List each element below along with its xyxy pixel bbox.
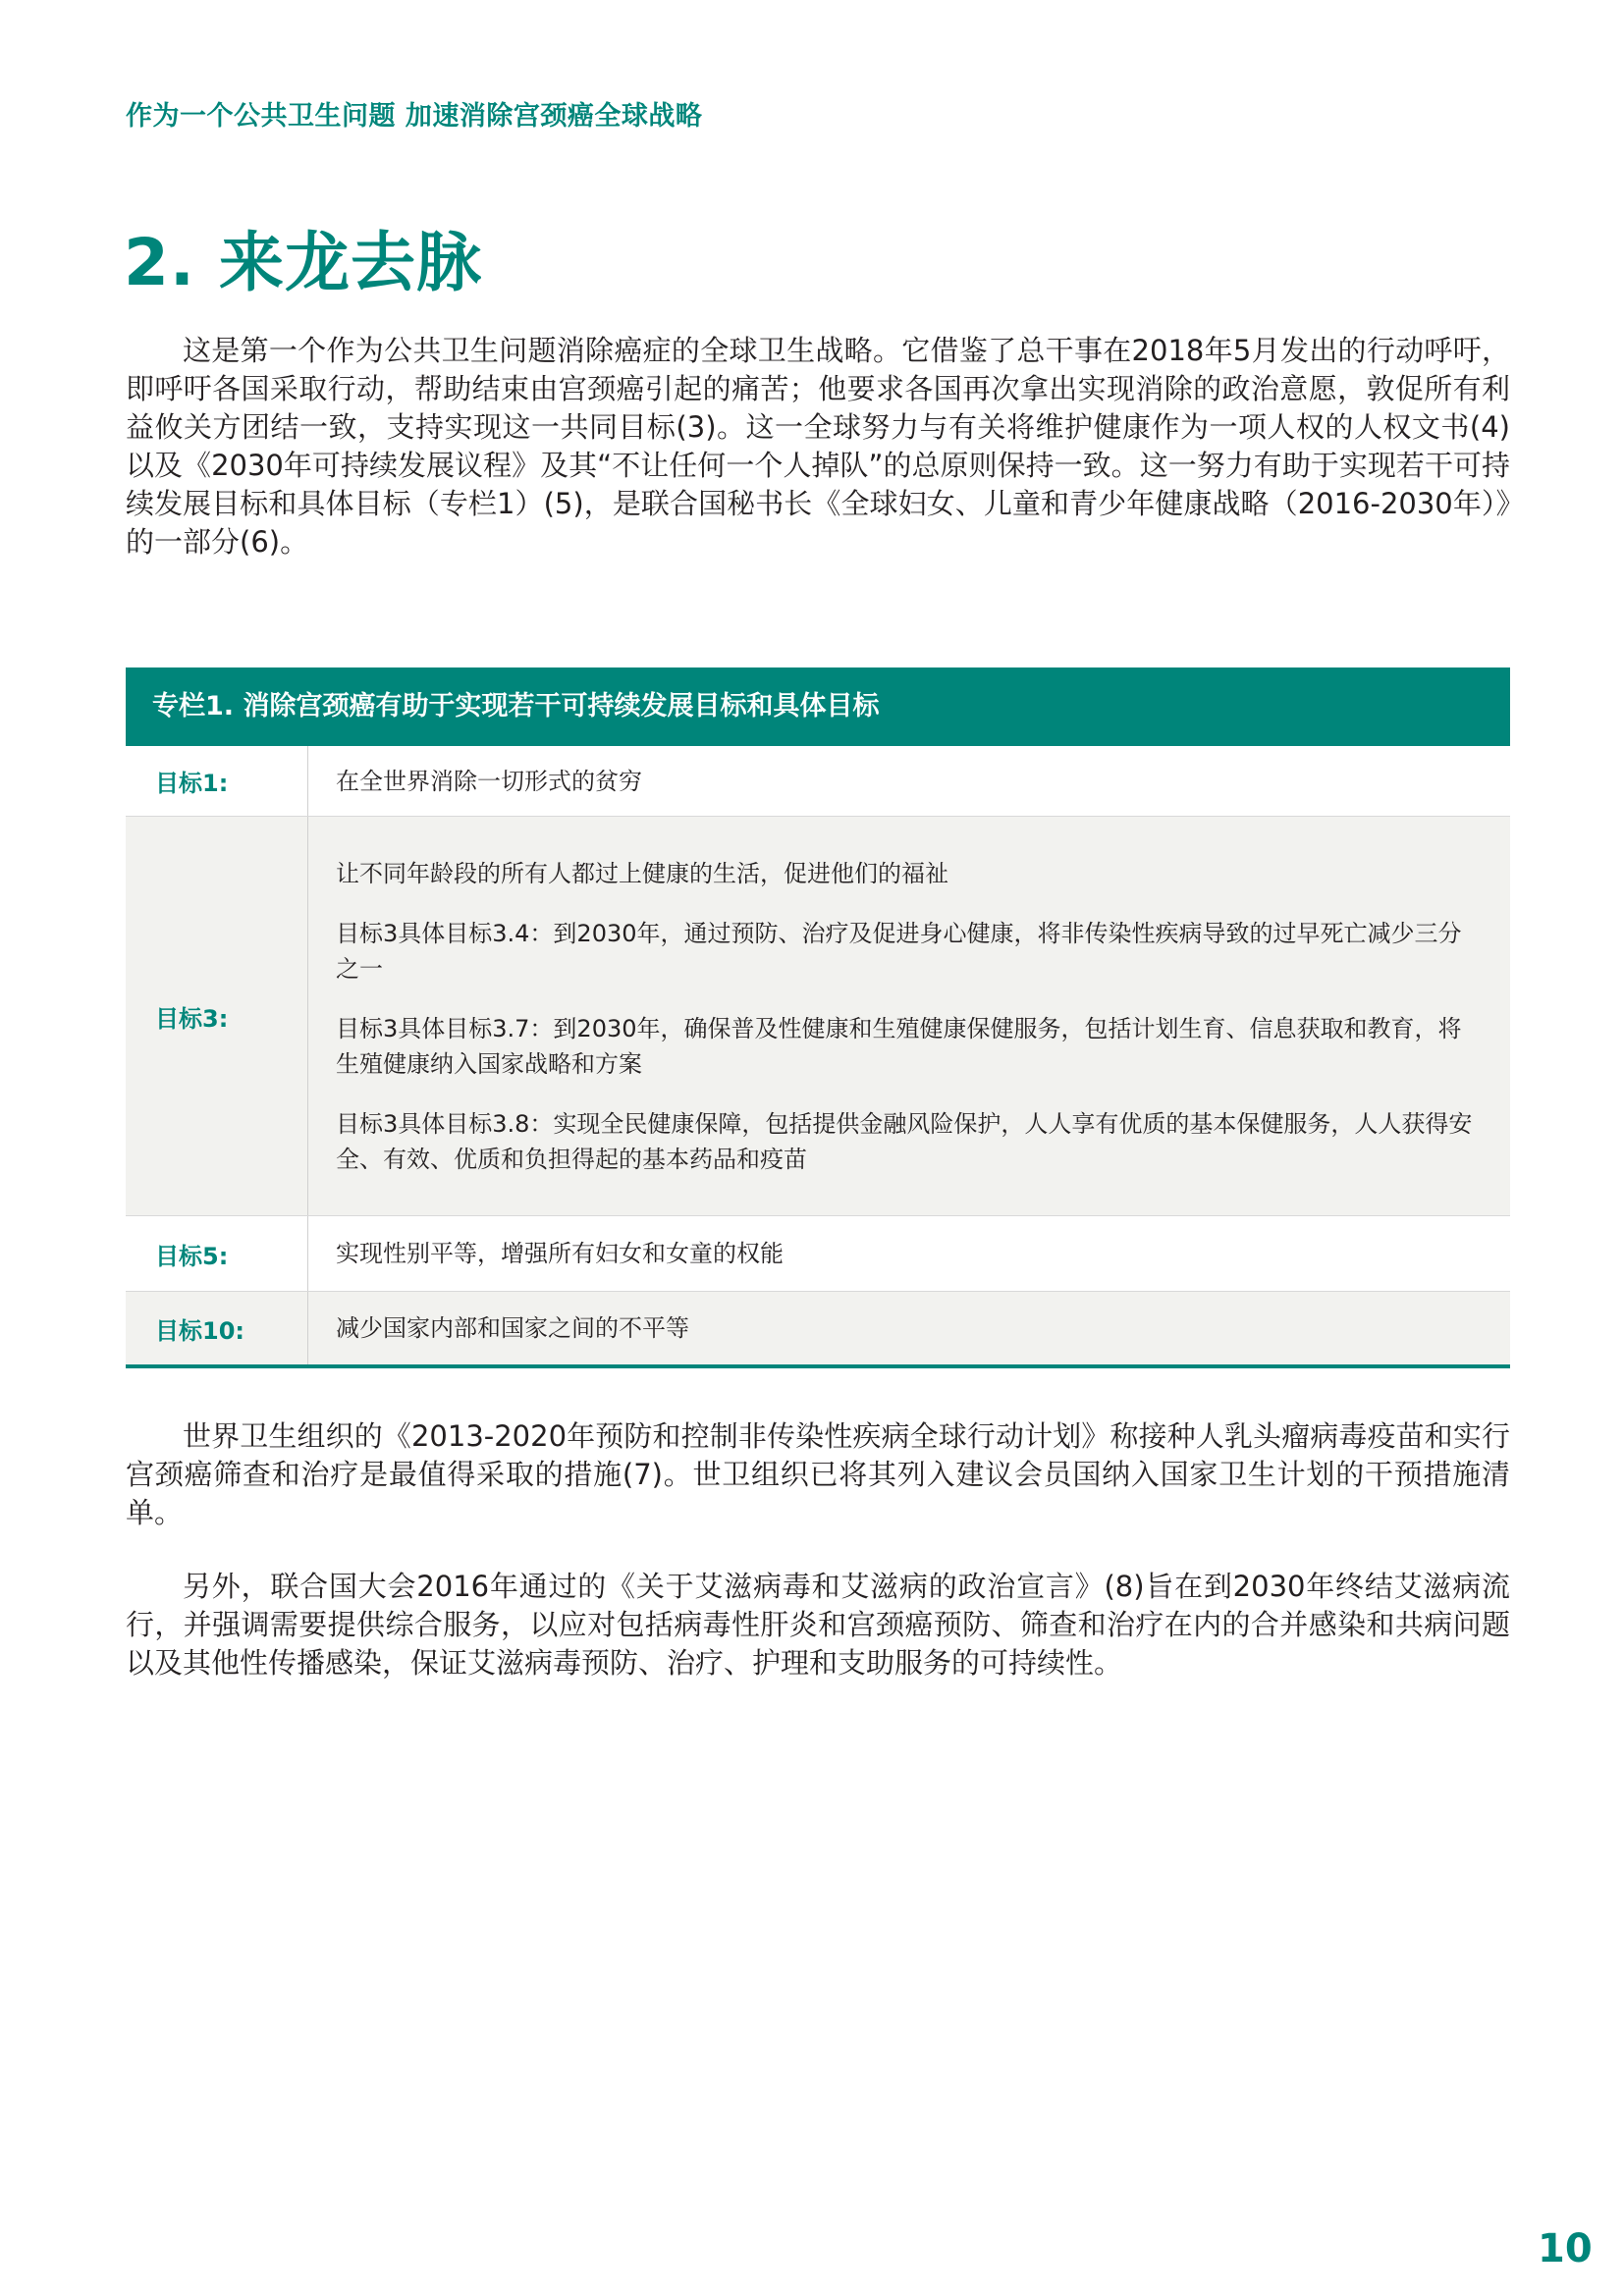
goal-text — [308, 1292, 1510, 1364]
goal-item: 目标3具体目标3.4：到2030年，通过预防、治疗及促进身心健康，将非传染性疾病导致的过早死亡减少三分之一 — [336, 919, 1462, 983]
un-declaration-paragraph: 另外，联合国大会2016年通过的《关于艾滋病毒和艾滋病的政治宣言》(8)旨在到2030年终结艾滋病流行，并强调需要提供综合服务，以应对包括病毒性肝炎和宫颈癌预防、筛查和治疗在内的合并感染和共病问题以及其他性传播感染，保证艾滋病毒预防、治疗、护理和支助服务的可持续性。 — [126, 1570, 1510, 1680]
box-title: 专栏1. 消除宫颈癌有助于实现若干可持续发展目标和具体目标 — [126, 667, 1510, 746]
goal-item: 目标3具体目标3.7：到2030年，确保普及性健康和生殖健康保健服务，包括计划生育、信息获取和教育，将生殖健康纳入国家战略和方案 — [336, 1014, 1462, 1078]
goal-item: 实现性别平等，增强所有妇女和女童的权能 — [336, 1240, 784, 1267]
goal-item: 让不同年龄段的所有人都过上健康的生活，促进他们的福祉 — [336, 859, 948, 887]
page-number: 10 — [1538, 2226, 1593, 2271]
goal-row-5 — [126, 1216, 1510, 1292]
sdg-box — [126, 667, 1510, 1368]
who-plan-paragraph: 世界卫生组织的《2013-2020年预防和控制非传染性疾病全球行动计划》称接种人乳头瘤病毒疫苗和实行宫颈癌筛查和治疗是最值得采取的措施(7)。世卫组织已将其列入建议会员国纳入国家卫生计划的干预措施清单。 — [126, 1419, 1510, 1529]
goal-label: 目标3: — [126, 817, 308, 1215]
goal-text — [308, 1216, 1510, 1291]
goal-text — [308, 746, 1510, 816]
goal-item: 目标3具体目标3.8：实现全民健康保障，包括提供金融风险保护，人人享有优质的基本保健服务，人人获得安全、有效、优质和负担得起的基本药品和疫苗 — [336, 1109, 1473, 1173]
goal-row-10 — [126, 1292, 1510, 1364]
goal-item: 在全世界消除一切形式的贫穷 — [336, 767, 642, 795]
running-header: 作为一个公共卫生问题 加速消除宫颈癌全球战略 — [126, 101, 703, 132]
goal-label: 目标10: — [126, 1292, 308, 1364]
section-title: 2. 来龙去脉 — [124, 225, 482, 300]
goal-row-3 — [126, 817, 1510, 1216]
intro-paragraph: 这是第一个作为公共卫生问题消除癌症的全球卫生战略。它借鉴了总干事在2018年5月发出的行动呼吁，即呼吁各国采取行动，帮助结束由宫颈癌引起的痛苦；他要求各国再次拿出实现消除的政治意愿，敦促所有利益攸关方团结一致，支持实现这一共同目标(3)。这一全球努力与有关将维护健康作为一项人权的人权文书(4)以及《2030年可持续发展议程》及其“不让任何一个人掉队”的总原则保持一致。这一努力有助于实现若干可持续发展目标和具体目标（专栏1）(5)，是联合国秘书长《全球妇女、儿童和青少年健康战略（2016-2030年）》的一部分(6)。 — [126, 334, 1510, 559]
goal-text — [308, 817, 1510, 1215]
goal-label: 目标1: — [126, 746, 308, 816]
goal-label: 目标5: — [126, 1216, 308, 1291]
goal-item: 减少国家内部和国家之间的不平等 — [336, 1314, 689, 1342]
goal-row-1 — [126, 746, 1510, 817]
